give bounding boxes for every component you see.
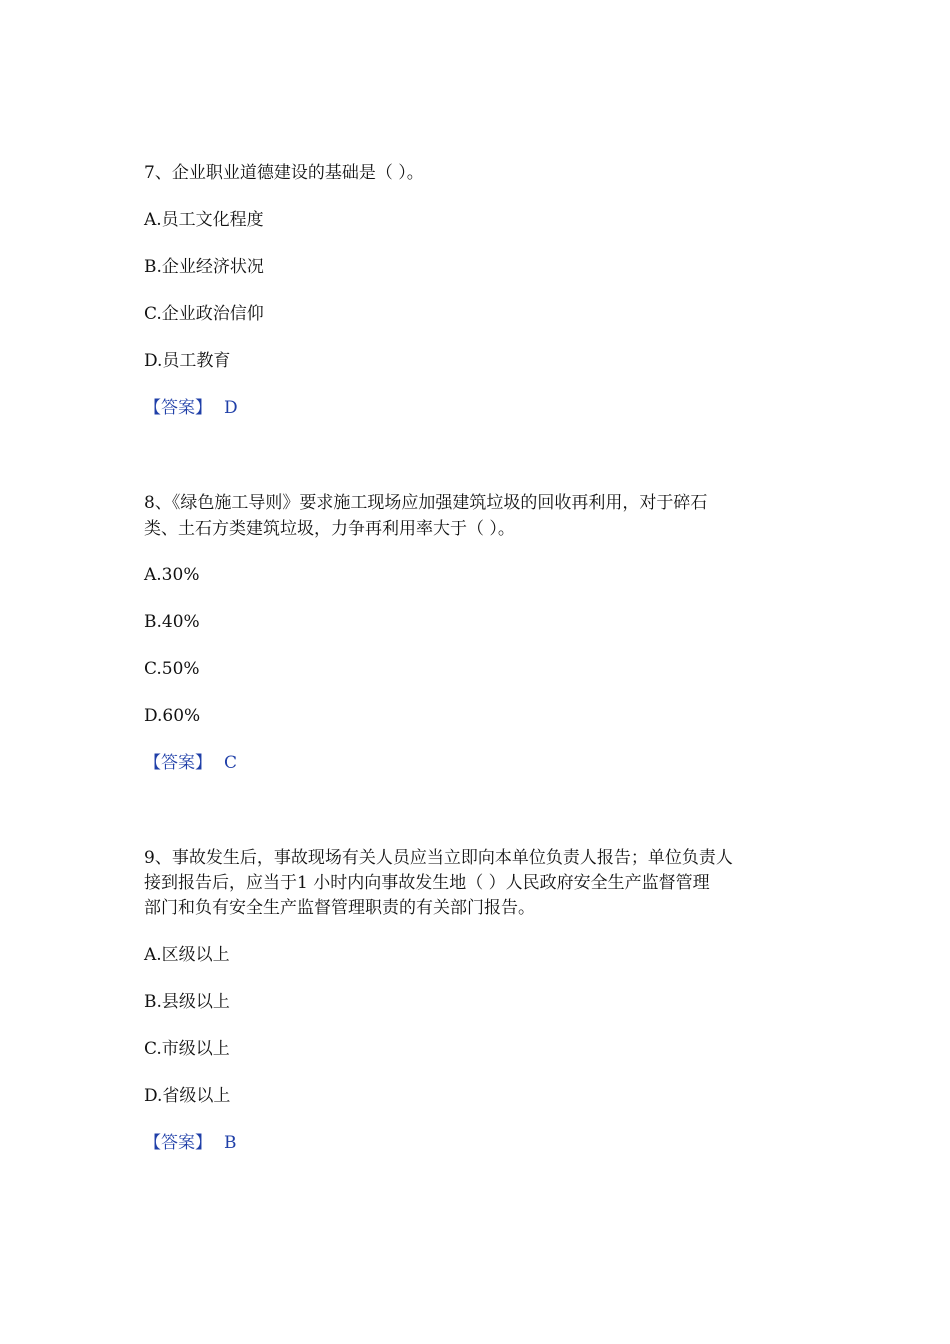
answer-value: D [224,398,238,418]
answer-line [144,1133,237,1153]
option-a: A.30% [144,565,200,585]
answer-label: 【答案】 [144,398,212,418]
question-stem: 类、土石方类建筑垃圾，力争再利用率大于（ ）。 [144,519,515,539]
option-c: C.市级以上 [144,1039,230,1059]
option-b: B.县级以上 [144,992,230,1012]
option-d: D.员工教育 [144,351,231,371]
question-stem: 部门和负有安全生产监督管理职责的有关部门报告。 [144,898,535,918]
option-d: D.60% [144,706,201,726]
option-a: A.区级以上 [144,945,230,965]
answer-line [144,398,238,418]
option-b: B.企业经济状况 [144,257,264,277]
question-stem: 接到报告后，应当于1 小时内向事故发生地（ ）人民政府安全生产监督管理 [144,873,710,893]
option-a: A.员工文化程度 [144,210,264,230]
option-c: C.企业政治信仰 [144,304,264,324]
option-c: C.50% [144,659,200,679]
answer-label: 【答案】 [144,753,212,773]
question-stem: 9、事故发生后，事故现场有关人员应当立即向本单位负责人报告；单位负责人 [144,848,733,868]
answer-value: B [224,1133,237,1153]
question-stem: 7、企业职业道德建设的基础是（ ）。 [144,163,424,183]
answer-value: C [224,753,238,773]
option-d: D.省级以上 [144,1086,231,1106]
question-stem: 8、《绿色施工导则》要求施工现场应加强建筑垃圾的回收再利用，对于碎石 [144,493,708,513]
option-b: B.40% [144,612,200,632]
answer-label: 【答案】 [144,1133,212,1153]
answer-line [144,753,237,773]
